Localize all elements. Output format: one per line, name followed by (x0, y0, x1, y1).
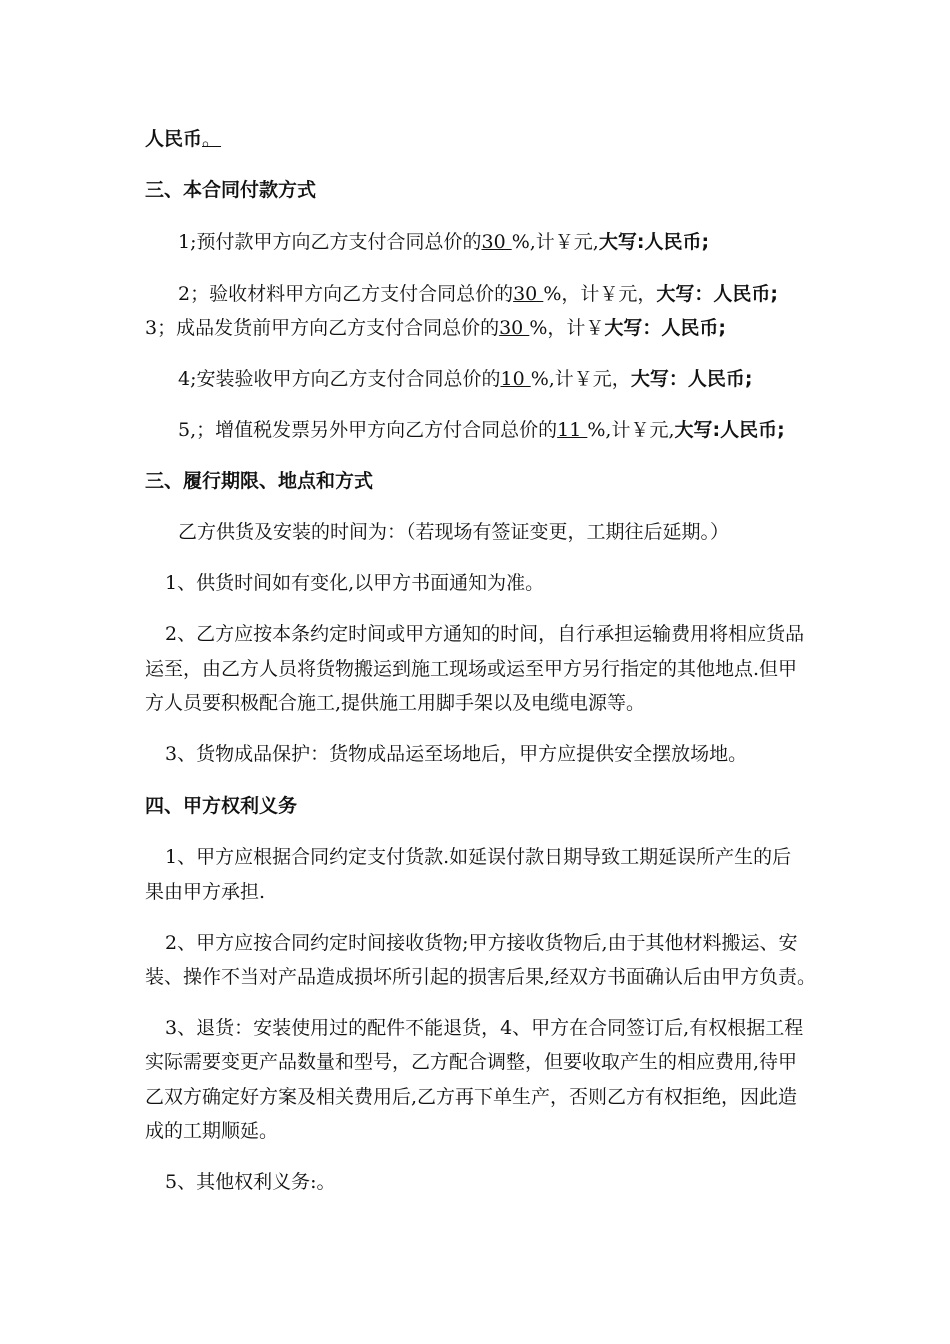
item-text: 1;预付款甲方向乙方支付合同总价的 (178, 231, 482, 253)
paragraph-rights-3-line2: 实际需要变更产品数量和型号，乙方配合调整，但要收取产生的相应费用,待甲 (145, 1051, 798, 1073)
item-text: %，计￥ (529, 317, 605, 339)
paragraph-rights-5: 5、其他权利义务:。 (165, 1171, 336, 1193)
payment-item-4 (178, 367, 752, 391)
bold-text: 大写:人民币; (598, 231, 710, 253)
payment-item-5 (178, 418, 785, 442)
item-text: %，计￥元， (543, 283, 657, 305)
percent-value: 10 (500, 368, 531, 390)
paragraph-rights-2-line1: 2、甲方应按合同约定时间接收货物;甲方接收货物后,由于其他材料搬运、安 (165, 932, 798, 954)
item-text: 4;安装验收甲方向乙方支付合同总价的 (178, 368, 501, 390)
paragraph-rights-3-line4: 成的工期顺延。 (145, 1120, 279, 1142)
underlined-text: 。 (202, 128, 222, 150)
paragraph-protection: 3、货物成品保护：货物成品运至场地后，甲方应提供安全摆放场地。 (165, 743, 748, 765)
percent-value: 30 (499, 317, 530, 339)
paragraph-transport-line3: 方人员要积极配合施工,提供施工用脚手架以及电缆电源等。 (145, 692, 646, 714)
bold-text: 大写：人民币; (604, 317, 726, 339)
item-text: %,计￥元, (511, 231, 599, 253)
section-heading-rights: 四、甲方权利义务 (145, 795, 298, 817)
paragraph-currency (145, 127, 221, 151)
bold-text: 大写：人民币; (630, 368, 753, 390)
paragraph-transport-line1: 2、乙方应按本条约定时间或甲方通知的时间，自行承担运输费用将相应货品 (165, 623, 805, 645)
paragraph-rights-1-line1: 1、甲方应根据合同约定支付货款.如延误付款日期导致工期延误所产生的后 (165, 846, 792, 868)
paragraph-rights-1-line2: 果由甲方承担. (145, 881, 266, 903)
bold-text: 人民币 (145, 128, 203, 150)
paragraph-rights-2-line2: 装、操作不当对产品造成损坏所引起的损害后果,经双方书面确认后由甲方负责。 (145, 966, 817, 988)
item-text: 2；验收材料甲方向乙方支付合同总价的 (178, 283, 514, 305)
paragraph-rights-3-line1: 3、退货：安装使用过的配件不能退货，4、甲方在合同签订后,有权根据工程 (165, 1017, 804, 1039)
bold-text: 大写：人民币; (656, 283, 778, 305)
percent-value: 11 (557, 419, 588, 441)
paragraph-transport-line2: 运至，由乙方人员将货物搬运到施工现场或运至甲方另行指定的其他地点.但甲 (145, 658, 798, 680)
bold-text: 大写:人民币; (674, 419, 785, 441)
percent-value: 30 (481, 231, 512, 253)
percent-value: 30 (513, 283, 544, 305)
payment-item-3 (145, 316, 726, 340)
item-text: %,计￥元, (587, 419, 675, 441)
section-heading-performance: 三、履行期限、地点和方式 (145, 470, 374, 492)
payment-item-2 (178, 282, 778, 306)
paragraph-rights-3-line3: 乙双方确定好方案及相关费用后,乙方再下单生产，否则乙方有权拒绝，因此造 (145, 1086, 798, 1108)
paragraph-supply-time: 乙方供货及安装的时间为：（若现场有签证变更，工期往后延期。） (178, 521, 730, 543)
section-heading-payment: 三、本合同付款方式 (145, 179, 317, 201)
item-text: 5,；增值税发票另外甲方向乙方付合同总价的 (178, 419, 558, 441)
payment-item-1 (178, 230, 709, 254)
item-text: 3；成品发货前甲方向乙方支付合同总价的 (145, 317, 500, 339)
paragraph-supply-change: 1、供货时间如有变化,以甲方书面通知为准。 (165, 572, 545, 594)
item-text: %,计￥元， (530, 368, 631, 390)
